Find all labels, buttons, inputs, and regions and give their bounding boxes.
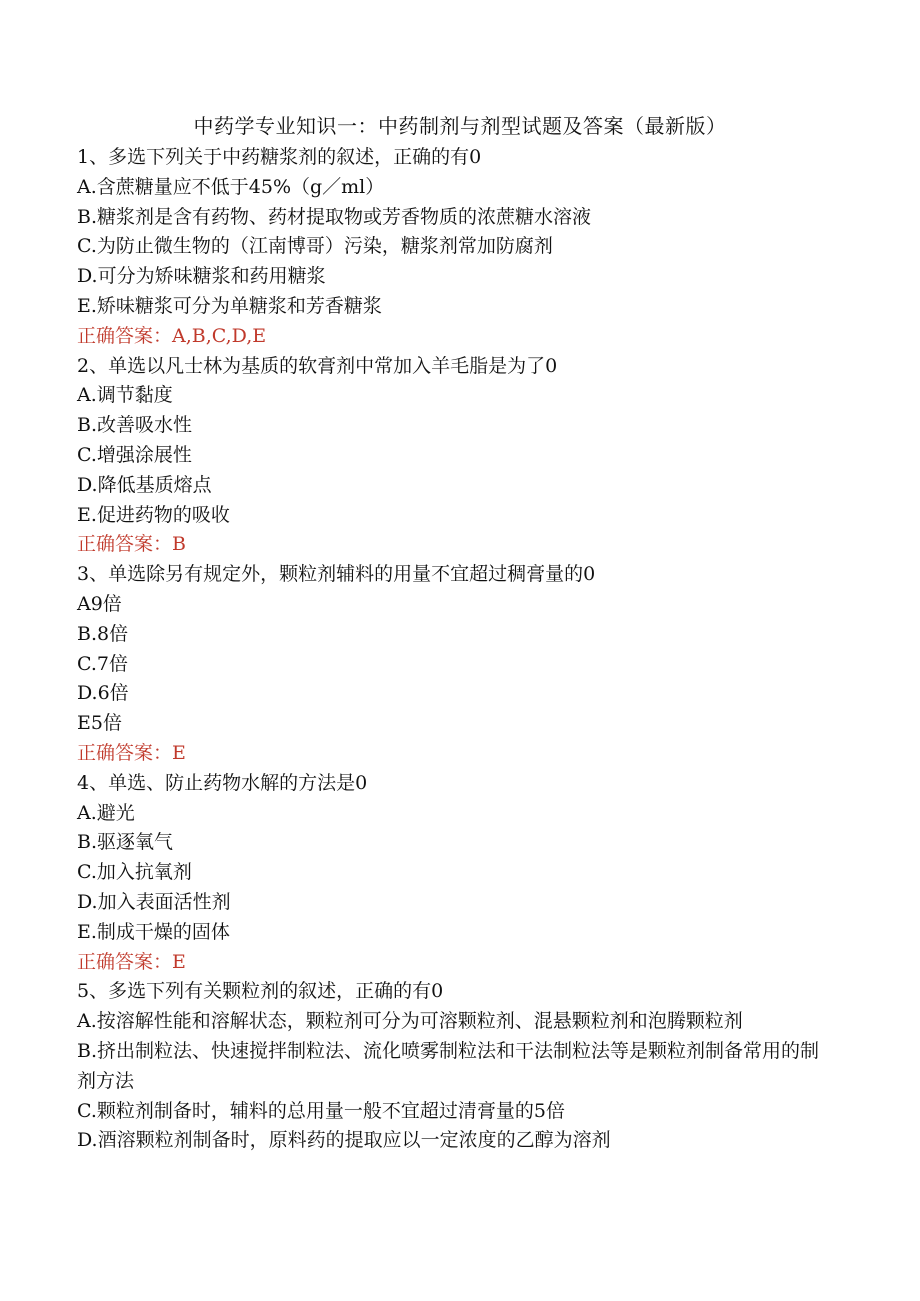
option-e: E.矫味糖浆可分为单糖浆和芳香糖浆 [77,294,382,317]
option-c: C.为防止微生物的（江南博哥）污染，糖浆剂常加防腐剂 [77,235,553,258]
option-a: A.含蔗糖量应不低于45%（g／ml） [77,175,385,198]
option-d: D.可分为矫味糖浆和药用糖浆 [77,265,326,288]
option-b: B.8倍 [77,622,129,645]
question-stem: 5、多选下列有关颗粒剂的叙述，正确的有0 [77,980,444,1003]
option-c: C.增强涂展性 [77,443,192,466]
option-e: E5倍 [77,712,122,735]
option-e: E.制成干燥的固体 [77,920,230,943]
question-5 [77,977,827,1156]
option-d: D.加入表面活性剂 [77,890,231,913]
question-stem: 4、单选、防止药物水解的方法是0 [77,771,368,794]
option-b: B.糖浆剂是含有药物、药材提取物或芳香物质的浓蔗糖水溶液 [77,205,592,228]
option-c: C.7倍 [77,652,128,675]
option-a: A.避光 [77,801,135,824]
question-stem: 3、单选除另有规定外，颗粒剂辅料的用量不宜超过稠膏量的0 [77,563,596,586]
question-2 [77,352,827,561]
page-title: 中药学专业知识一：中药制剂与剂型试题及答案（最新版） [193,114,727,138]
option-c: C.颗粒剂制备时，辅料的总用量一般不宜超过清膏量的5倍 [77,1099,565,1122]
question-stem: 1、多选下列关于中药糖浆剂的叙述，正确的有0 [77,146,482,168]
option-e: E.促进药物的吸收 [77,503,230,526]
option-a: A9倍 [77,592,122,615]
question-list [77,143,827,1156]
option-b: B.改善吸水性 [77,414,193,437]
correct-answer: 正确答案：E [77,741,186,764]
option-b: B.挤出制粒法、快速搅拌制粒法、流化喷雾制粒法和干法制粒法等是颗粒剂制备常用的制剂方法 [77,1039,820,1092]
question-stem: 2、单选以凡士林为基质的软膏剂中常加入羊毛脂是为了0 [77,354,558,377]
option-d: D.6倍 [77,682,129,705]
correct-answer: 正确答案：A,B,C,D,E [77,324,267,347]
option-d: D.降低基质熔点 [77,473,212,496]
question-1 [77,143,827,352]
correct-answer: 正确答案：E [77,950,186,973]
question-4 [77,769,827,978]
option-a: A.按溶解性能和溶解状态，颗粒剂可分为可溶颗粒剂、混悬颗粒剂和泡腾颗粒剂 [77,1010,743,1033]
option-b: B.驱逐氧气 [77,831,174,854]
correct-answer: 正确答案：B [77,533,186,556]
question-3 [77,560,827,769]
option-a: A.调节黏度 [77,384,173,407]
option-c: C.加入抗氧剂 [77,861,192,884]
option-d: D.酒溶颗粒剂制备时，原料药的提取应以一定浓度的乙醇为溶剂 [77,1129,611,1152]
